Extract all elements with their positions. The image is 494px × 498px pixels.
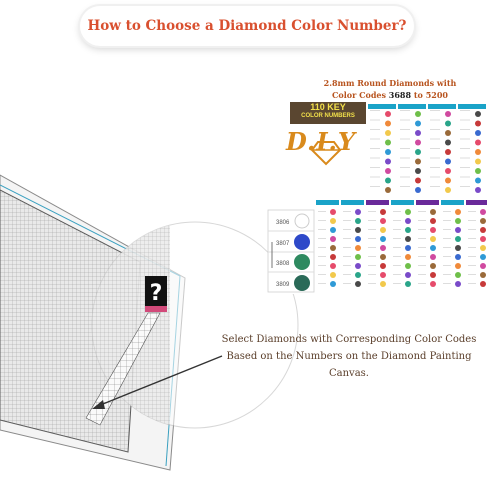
chart-swatch [415,111,421,117]
chart-swatch [355,227,361,233]
chart-swatch [445,149,451,155]
chart-swatch [405,218,411,224]
chart-swatch [380,281,386,287]
chart-swatch [415,121,421,127]
chart-swatch [405,263,411,269]
chart-swatch [355,218,361,224]
zoom-swatch-3 [294,275,310,291]
chart-swatch [475,178,481,184]
chart-swatch [455,218,461,224]
chart-swatch [475,168,481,174]
chart-swatch [385,168,391,174]
chart-swatch [355,254,361,260]
chart-title-start-code: 3688 [388,89,412,100]
chart-swatch [330,218,336,224]
chart-swatch [380,236,386,242]
chart-swatch [380,272,386,278]
chart-swatch [430,236,436,242]
chart-title-end-code: 5200 [425,89,448,100]
chart-swatch [355,209,361,215]
chart-swatch [445,130,451,136]
chart-swatch [330,245,336,251]
chart-swatch [455,245,461,251]
chart-swatch [405,209,411,215]
chart-swatch [385,149,391,155]
chart-swatch [415,178,421,184]
zoom-swatch-1 [294,234,310,250]
chart-swatch [355,281,361,287]
chart-swatch [430,254,436,260]
chart-swatch [480,254,486,260]
badge-count: 110 KEY [310,102,346,112]
chart-swatch [385,140,391,146]
chart-swatch [455,272,461,278]
zoom-code-2: 3808 [276,261,290,267]
annotation-line-2: Based on the Numbers on the Diamond Painting Canvas. [226,351,472,379]
chart-swatch [480,272,486,278]
chart-swatch [330,254,336,260]
chart-swatch [455,263,461,269]
chart-swatch [455,236,461,242]
chart-swatch [445,140,451,146]
canvas-symbol-badge [145,276,167,312]
chart-swatch [385,187,391,193]
chart-swatch [385,159,391,165]
chart-swatch [475,159,481,165]
chart-swatch [430,245,436,251]
chart-swatch [430,281,436,287]
chart-swatch [405,227,411,233]
chart-swatch [445,187,451,193]
chart-title-line1: 2.8mm Round Diamonds with [323,78,457,88]
chart-swatch [380,227,386,233]
badge-label: COLOR NUMBERS [301,112,355,119]
chart-swatch [475,149,481,155]
chart-swatch [355,245,361,251]
chart-swatch [355,272,361,278]
chart-swatch [415,130,421,136]
chart-swatch [480,281,486,287]
chart-swatch [475,140,481,146]
zoom-swatch-2 [294,254,310,270]
chart-swatch [330,272,336,278]
annotation-line-1: Select Diamonds with Corresponding Color Codes [221,334,477,345]
chart-swatch [480,218,486,224]
chart-swatch [385,121,391,127]
chart-swatch [405,245,411,251]
chart-swatch [385,111,391,117]
chart-swatch [445,178,451,184]
chart-swatch [380,209,386,215]
zoom-code-1: 3807 [276,241,290,247]
canvas-symbol: ? [149,281,163,306]
chart-swatch [330,236,336,242]
chart-swatch [430,209,436,215]
zoom-code-3: 3809 [276,282,290,288]
chart-swatch [330,227,336,233]
badge-text [290,103,366,119]
chart-swatch [385,130,391,136]
chart-swatch [405,254,411,260]
chart-swatch [480,209,486,215]
chart-swatch [330,281,336,287]
chart-swatch [480,245,486,251]
chart-title-to: to [413,89,423,100]
chart-swatch [475,187,481,193]
chart-swatch [380,245,386,251]
chart-swatch [430,263,436,269]
chart-swatch [430,227,436,233]
chart-swatch [415,159,421,165]
chart-swatch [475,130,481,136]
chart-swatch [380,218,386,224]
chart-title-line2 [300,90,480,102]
chart-swatch [415,168,421,174]
chart-swatch [330,263,336,269]
chart-swatch [415,149,421,155]
chart-swatch [415,187,421,193]
chart-swatch [405,281,411,287]
chart-swatch [475,111,481,117]
chart-swatch [445,111,451,117]
chart-swatch [480,236,486,242]
chart-swatch [380,254,386,260]
chart-swatch [455,227,461,233]
chart-swatch [355,263,361,269]
zoomed-swatch-card [268,210,314,292]
chart-swatch [480,227,486,233]
chart-swatch [475,121,481,127]
chart-swatch [445,159,451,165]
chart-swatch [480,263,486,269]
chart-swatch [430,272,436,278]
chart-swatch [405,236,411,242]
chart-swatch [355,236,361,242]
chart-title [300,78,480,101]
page-title: How to Choose a Diamond Color Number? [87,18,407,34]
brand-logo: D.I.Y [286,127,357,156]
annotation [214,331,484,382]
chart-swatch [455,281,461,287]
zoom-swatch-0 [295,214,309,228]
chart-swatch [330,209,336,215]
chart-swatch [430,218,436,224]
zoom-code-0: 3806 [276,220,290,226]
chart-swatch [405,272,411,278]
chart-swatch [445,168,451,174]
chart-swatch [455,209,461,215]
chart-title-mid: Color Codes [332,89,389,100]
chart-swatch [445,121,451,127]
chart-swatch [380,263,386,269]
chart-swatch [415,140,421,146]
chart-swatch [455,254,461,260]
chart-swatch [385,178,391,184]
